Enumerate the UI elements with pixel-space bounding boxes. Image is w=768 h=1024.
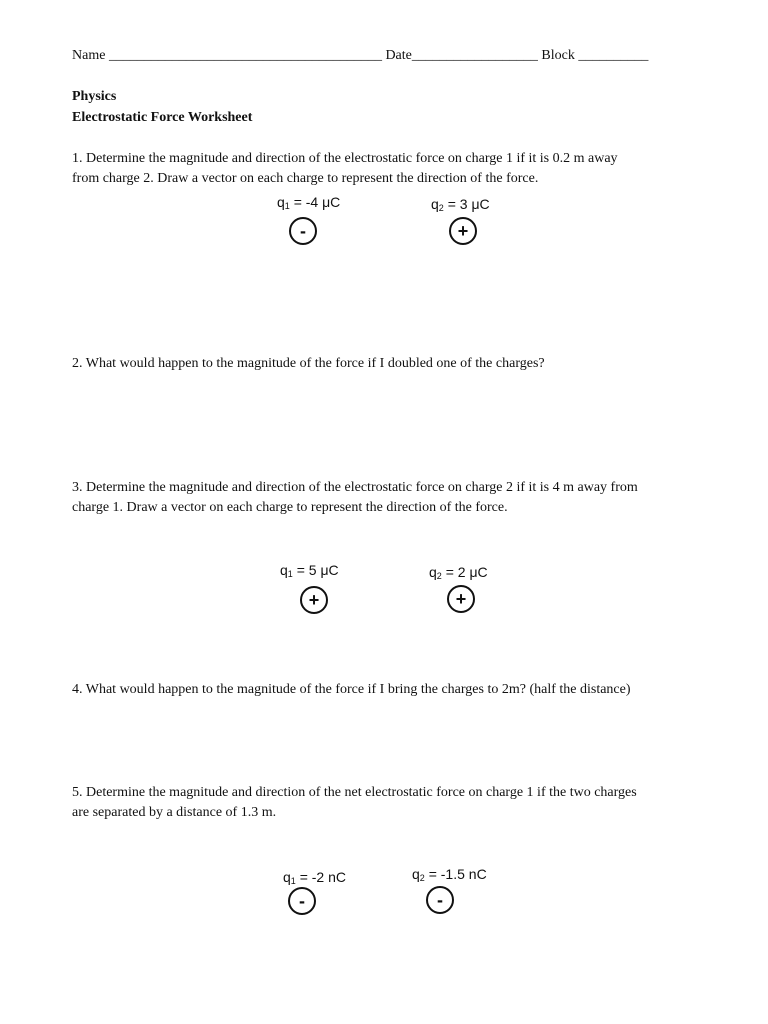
charge-1-label: $q_1 = 5$ μC [280, 562, 339, 579]
name-blank: _______________________________________ [108, 48, 382, 63]
question-3-line-2: charge 1. Draw a vector on each charge to represent the direction of the force. [72, 500, 508, 515]
date-label: Date [385, 48, 412, 63]
charge-2-label: $q_2 = -1.5$ nC [412, 866, 487, 883]
question-1-line-1: 1. Determine the magnitude and direction of the electrostatic force on charge 1 if it is 0.2 m away [72, 151, 618, 166]
block-label: Block [541, 48, 575, 63]
date-blank: __________________ [411, 48, 538, 63]
student-info-line [72, 45, 648, 66]
positive-charge-icon: + [449, 217, 477, 245]
positive-charge-icon: + [447, 585, 475, 613]
charge-1-label: $q_1 = -2$ nC [283, 869, 347, 886]
name-label: Name [72, 48, 106, 63]
question-3-line-1: 3. Determine the magnitude and direction of the electrostatic force on charge 2 if it is 4 m away from [72, 480, 638, 495]
charge-1-label: $q_1 = -4$ μC [277, 194, 341, 211]
negative-charge-icon: - [289, 217, 317, 245]
worksheet-title: Electrostatic Force Worksheet [72, 110, 253, 125]
charge-2-label: $q_2 = 2$ μC [429, 564, 488, 581]
subject-title: Physics [72, 89, 117, 104]
negative-charge-icon: - [288, 887, 316, 915]
negative-charge-icon: - [426, 886, 454, 914]
block-blank: __________ [578, 48, 649, 63]
question-2: 2. What would happen to the magnitude of the force if I doubled one of the charges? [72, 356, 545, 371]
question-4: 4. What would happen to the magnitude of the force if I bring the charges to 2m? (half the distance) [72, 682, 631, 697]
positive-charge-icon: + [300, 586, 328, 614]
question-5-line-2: are separated by a distance of 1.3 m. [72, 805, 277, 820]
charge-2-label: $q_2 = 3$ μC [431, 196, 490, 213]
question-5-line-1: 5. Determine the magnitude and direction of the net electrostatic force on charge 1 if the two charges [72, 785, 637, 800]
question-1-line-2: from charge 2. Draw a vector on each charge to represent the direction of the force. [72, 171, 539, 186]
